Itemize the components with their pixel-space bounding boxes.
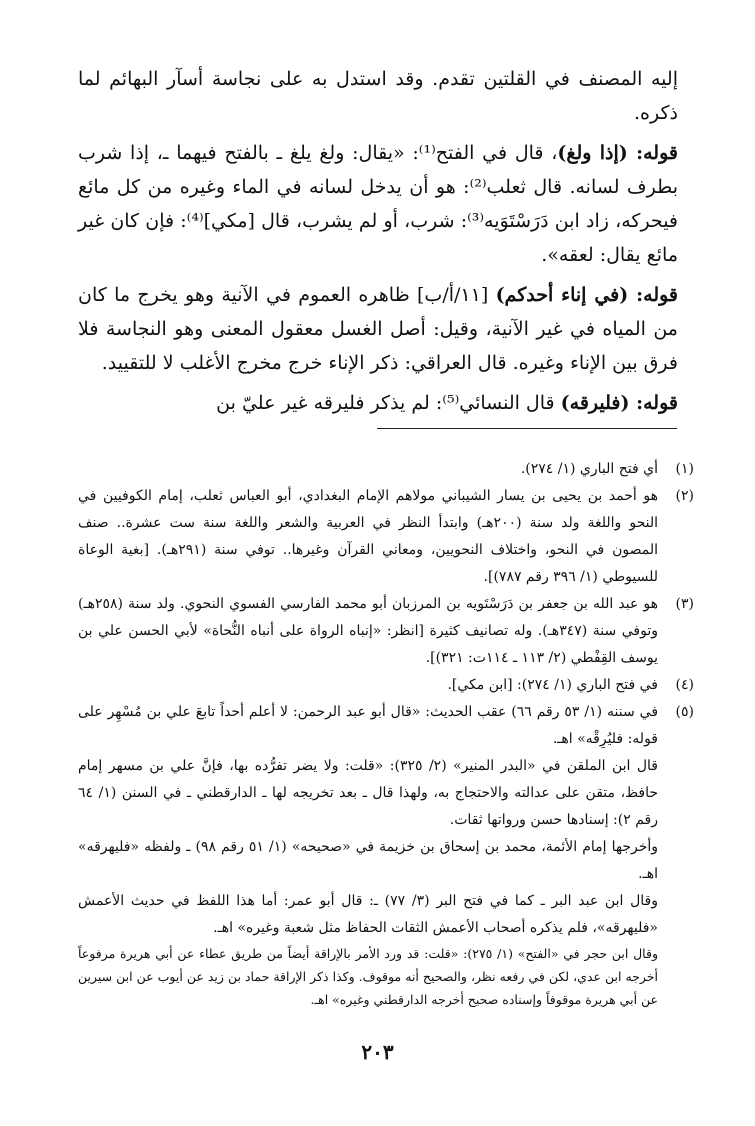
footnote-text: هو عبد الله بن جعفر بن دَرَسْتَويه بن المرزبان أبو محمد الفارسي الفسوي النحوي. ولد سنة (٢٥٨هـ) وتوفي سنة (٣٤٧هـ). وله تصانيف كثيرة [انظر: «إنباه الرواة على أنباه النُّحاة» لأبي الحسن علي بن يوسف القِفْطي (٢/ ١١٣ ـ ١١٤ت: ٣٢١)].: [78, 596, 658, 666]
footnote: [78, 483, 694, 591]
page-number: ٢٠٣: [361, 1040, 394, 1064]
footnote-text: هو أحمد بن يحيى بن يسار الشيباني مولاهم الإمام البغدادي، أبو العباس ثعلب، إمام الكوفيين في النحو واللغة ولد سنة (٢٠٠هـ) وابتدأ النظر في العربية والشعر واللغة سنة ست عشرة.. صنف المصون في النحو، واختلاف النحويين، ومعاني القرآن وغيرها.. توفي سنة (٢٩١هـ). [بغية الوعاة للسيوطي (١/ ٣٩٦ رقم ٧٨٧)].: [78, 488, 658, 585]
paragraph-1: [78, 136, 678, 272]
footnote-number: (٤): [675, 677, 694, 693]
footnote-number: (٣): [675, 596, 694, 612]
footnote-text: في فتح الباري (١/ ٢٧٤): [ابن مكي].: [447, 677, 658, 693]
paragraph-3: [78, 386, 678, 420]
footnote: [78, 456, 694, 483]
footnote: [78, 672, 694, 699]
footnotes: [78, 456, 694, 1011]
footnote-number: (٥): [675, 704, 694, 720]
quote-heading: قوله: (فليرقه): [560, 392, 678, 414]
footnote-text: وأخرجها إمام الأئمة، محمد بن إسحاق بن خزيمة في «صحيحه» (١/ ٥١ رقم ٩٨) ـ ولفظه «فليهرقه» اهـ.: [78, 839, 658, 882]
footnote-divider: [377, 428, 677, 429]
footnote-text: وقال ابن عبد البر ـ كما في فتح البر (٣/ ٧٧) ـ: قال أبو عمر: أما هذا اللفظ في حديث الأعمش «فليهرقه»، فلم يذكره أصحاب الأعمش الثقات الحفاظ مثل شعبة وغيره» اهـ.: [78, 893, 658, 936]
footnote: [78, 591, 694, 672]
paragraph-2: [78, 278, 678, 380]
main-text: [78, 62, 678, 426]
paragraph-0: إليه المصنف في القلتين تقدم. وقد استدل به على نجاسة أسآر البهائم لما ذكره.: [78, 68, 678, 124]
footnote-text: قال ابن الملقن في «البدر المنير» (٢/ ٣٢٥): «قلت: ولا يضر تفرُّده بها، فإنَّ علي بن مسهر إمام حافظ، متقن على عدالته والاحتجاج به، ولهذا قال ـ بعد تخريجه لها ـ الدارقطني ـ في السنن (١/ ٦٤ رقم ٢): إسنادها حسن ورواتها ثقات.: [78, 758, 658, 828]
footnote: [78, 699, 694, 1011]
footnote-text: وقال ابن حجر في «الفتح» (١/ ٢٧٥): «قلت: قد ورد الأمر بالإراقة أيضاً من طريق عطاء عن أبي هريرة مرفوعاً أخرجه ابن عدي، لكن في رفعه نظر، والصحيح أنه موقوف. وكذا ذكر الإراقة حماد بن زيد عن أيوب عن ابن سيرين عن أبي هريرة موقوفاً وإسناده صحيح أخرجه الدارقطني وغيره» اهـ.: [78, 946, 658, 1007]
paragraph-body: [١١/أ/ب] ظاهره العموم في الآنية وهو يخرج ما كان من المياه في غير الآنية، وقيل: أصل الغسل معقول المعنى وهو النجاسة فلا فرق بين الإناء وغيره. قال العراقي: ذكر الإناء خرج مخرج الأغلب لا للتقييد.: [78, 284, 678, 374]
footnote-number: (٢): [675, 488, 694, 504]
quote-heading: قوله: (إذا ولغ): [557, 142, 678, 164]
quote-heading: قوله: (في إناء أحدكم): [495, 284, 679, 306]
paragraph-body: قال النسائي⁽⁵⁾: لم يذكر فليرقه غير عليّ بن: [216, 392, 561, 414]
footnote-text-group: [78, 699, 658, 1011]
footnote-number: (١): [675, 461, 694, 477]
footnote-text: في سننه (١/ ٥٣ رقم ٦٦) عقب الحديث: «قال أبو عبد الرحمن: لا أعلم أحداً تابعَ علي بن مُسْهِر على قوله: فليُرِقْه» اهـ.: [78, 704, 659, 747]
footnote-text: أي فتح الباري (١/ ٢٧٤).: [520, 461, 658, 477]
paragraph-body: ، قال في الفتح⁽¹⁾: «يقال: ولغ يلغ ـ بالفتح فيهما ـ، إذا شرب بطرف لسانه. قال ثعلب⁽²⁾: هو أن يدخل لسانه في الماء وغيره من كل مائع فيحركه، زاد ابن دَرَسْتَوَيه⁽³⁾: شرب، أو لم يشرب، قال [مكي]⁽⁴⁾: فإن كان غير مائع يقال: لعقه».: [78, 142, 679, 266]
